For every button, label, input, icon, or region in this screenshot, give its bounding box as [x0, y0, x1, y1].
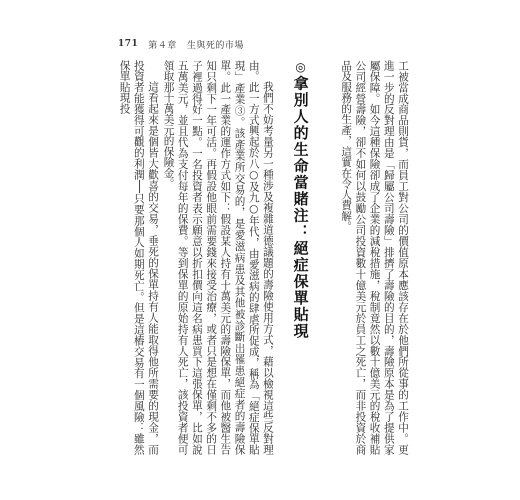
chapter-title: 生與死的市場: [186, 40, 244, 51]
vertical-text-body: [118, 60, 410, 460]
chapter-label: 第４章: [148, 40, 177, 51]
paragraph-viatical: [160, 60, 275, 455]
paragraph-deal: [118, 60, 160, 455]
section-bullet: ◎: [293, 60, 308, 76]
paragraph-intro: [322, 60, 410, 455]
paragraph-deal-text: 這看起來是個皆大歡喜的交易，垂死的保單持有人能取得他所需要的現金，而投資者能獲得可觀的利潤──只要那個人如期死亡。但是這樁交易有一個風險：雖然保單貼現投: [118, 60, 159, 455]
page-number: 171: [118, 39, 139, 49]
running-header: [118, 37, 244, 51]
paragraph-viatical-text: 我們不妨考量另一種涉及複雜道德議題的壽險使用方式，藉以檢視這些反對理由。此一方式興起於八○及九○年代，由愛滋病的肆虐所促成，稱為「絕症保單貼現」產業③。該產業所交易的，是愛滋病患及其他被診斷出罹患絕症者的壽險保單。此一產業的運作方式如下：假設某人持有十萬美元的壽險保單，而他被醫生告知只剩下一年可活。再假設他眼前需要錢來接受治療，或者只是想在僅剩不多的日子裡過得好一點。一名投資者表示願意以折扣價向這名病患買下這張保單，比如說五萬美元，並且代為支付每年的保費。等到保單的原始持有人死亡，該投資者便可領取那十萬美元的保險金。: [162, 60, 274, 455]
paragraph-intro-text: 工被當成商品則貨，而員工對公司的價值原本應該存在於他們所從事的工作中。更進一步的反對理由是「歸屬公司壽險」排擠了壽險的目的，壽險原本是為了提供家屬保障。如今這種保險卻成了企業的減稅措施，稅制竟然以數十億美元的稅收補貼公司經營壽險，卻不如何以鼓勵公司投資數十億美元於員工之死亡，而非投資於商品及服務的生產，這實在令人費解。: [340, 60, 409, 455]
section-heading: [287, 60, 311, 455]
section-heading-text: 拿別人的生命當賭注：絕症保單貼現: [291, 75, 310, 340]
